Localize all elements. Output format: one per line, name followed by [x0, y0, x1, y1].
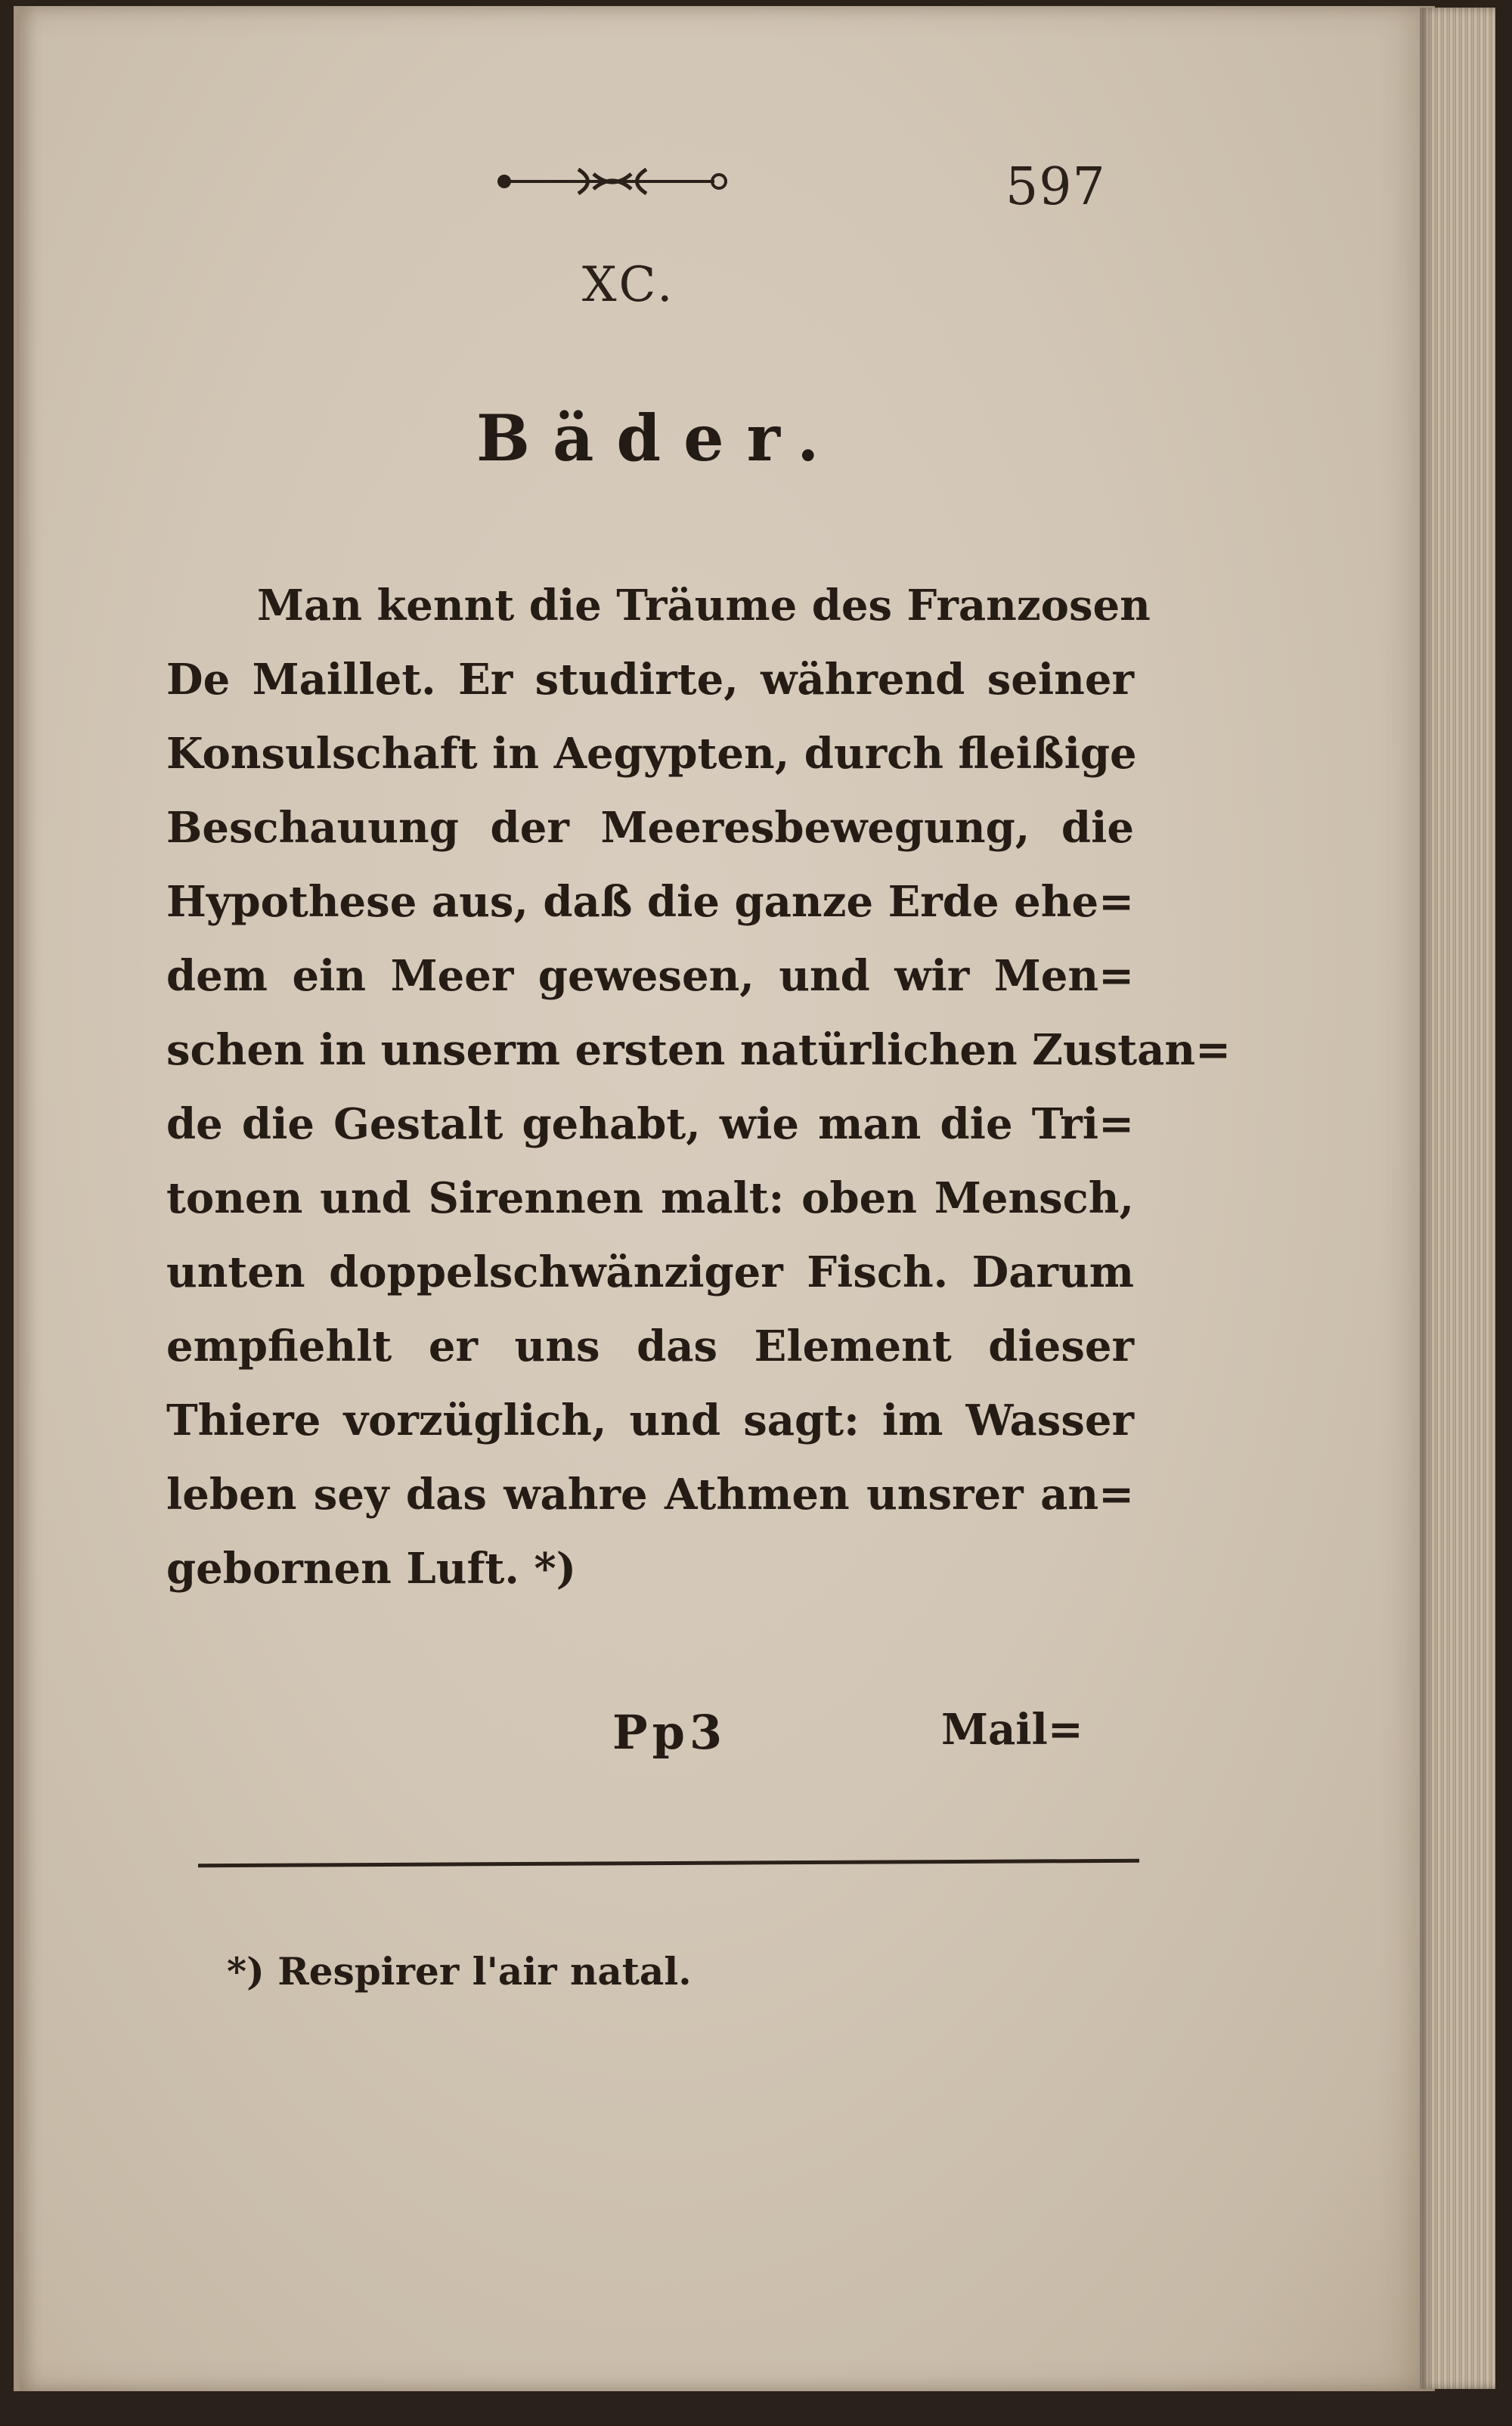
text-line: schen in unserm ersten natürlichen Zustan=	[166, 1025, 1232, 1075]
text-line: unten doppelschwänziger Fisch. Darum	[166, 1247, 1134, 1297]
text-line: de die Gestalt gehabt, wie man die Tri=	[166, 1099, 1134, 1149]
text-line: leben sey das wahre Athmen unsrer an=	[166, 1470, 1134, 1520]
catchword: Mail=	[941, 1705, 1083, 1755]
printer-ornament	[495, 159, 730, 204]
page-number: 597	[1005, 157, 1106, 217]
text-line: tonen und Sirennen malt: oben Mensch,	[166, 1173, 1134, 1223]
page-edges	[1420, 8, 1495, 2389]
chapter-number: XC.	[582, 257, 676, 313]
chapter-title: Bäder.	[476, 401, 842, 476]
footnote: *) Respirer l'air natal.	[227, 1949, 692, 1994]
body-text	[166, 569, 1232, 1606]
text-line: empfiehlt er uns das Element dieser	[166, 1321, 1134, 1371]
text-line: gebornen Luft. *)	[166, 1544, 577, 1594]
text-line: Man kennt die Träume des Franzosen	[257, 581, 1151, 631]
printer-signature-mark: Pp3	[612, 1705, 727, 1760]
text-line: Konsulschaft in Aegypten, durch fleißige	[166, 729, 1137, 779]
text-line: Hypothese aus, daß die ganze Erde ehe=	[166, 877, 1134, 927]
text-line: dem ein Meer gewesen, und wir Men=	[166, 951, 1134, 1001]
text-line: Beschauung der Meeresbewegung, die	[166, 803, 1134, 853]
text-line: Thiere vorzüglich, und sagt: im Wasser	[166, 1396, 1134, 1445]
text-line: De Maillet. Er studirte, während seiner	[166, 655, 1134, 705]
